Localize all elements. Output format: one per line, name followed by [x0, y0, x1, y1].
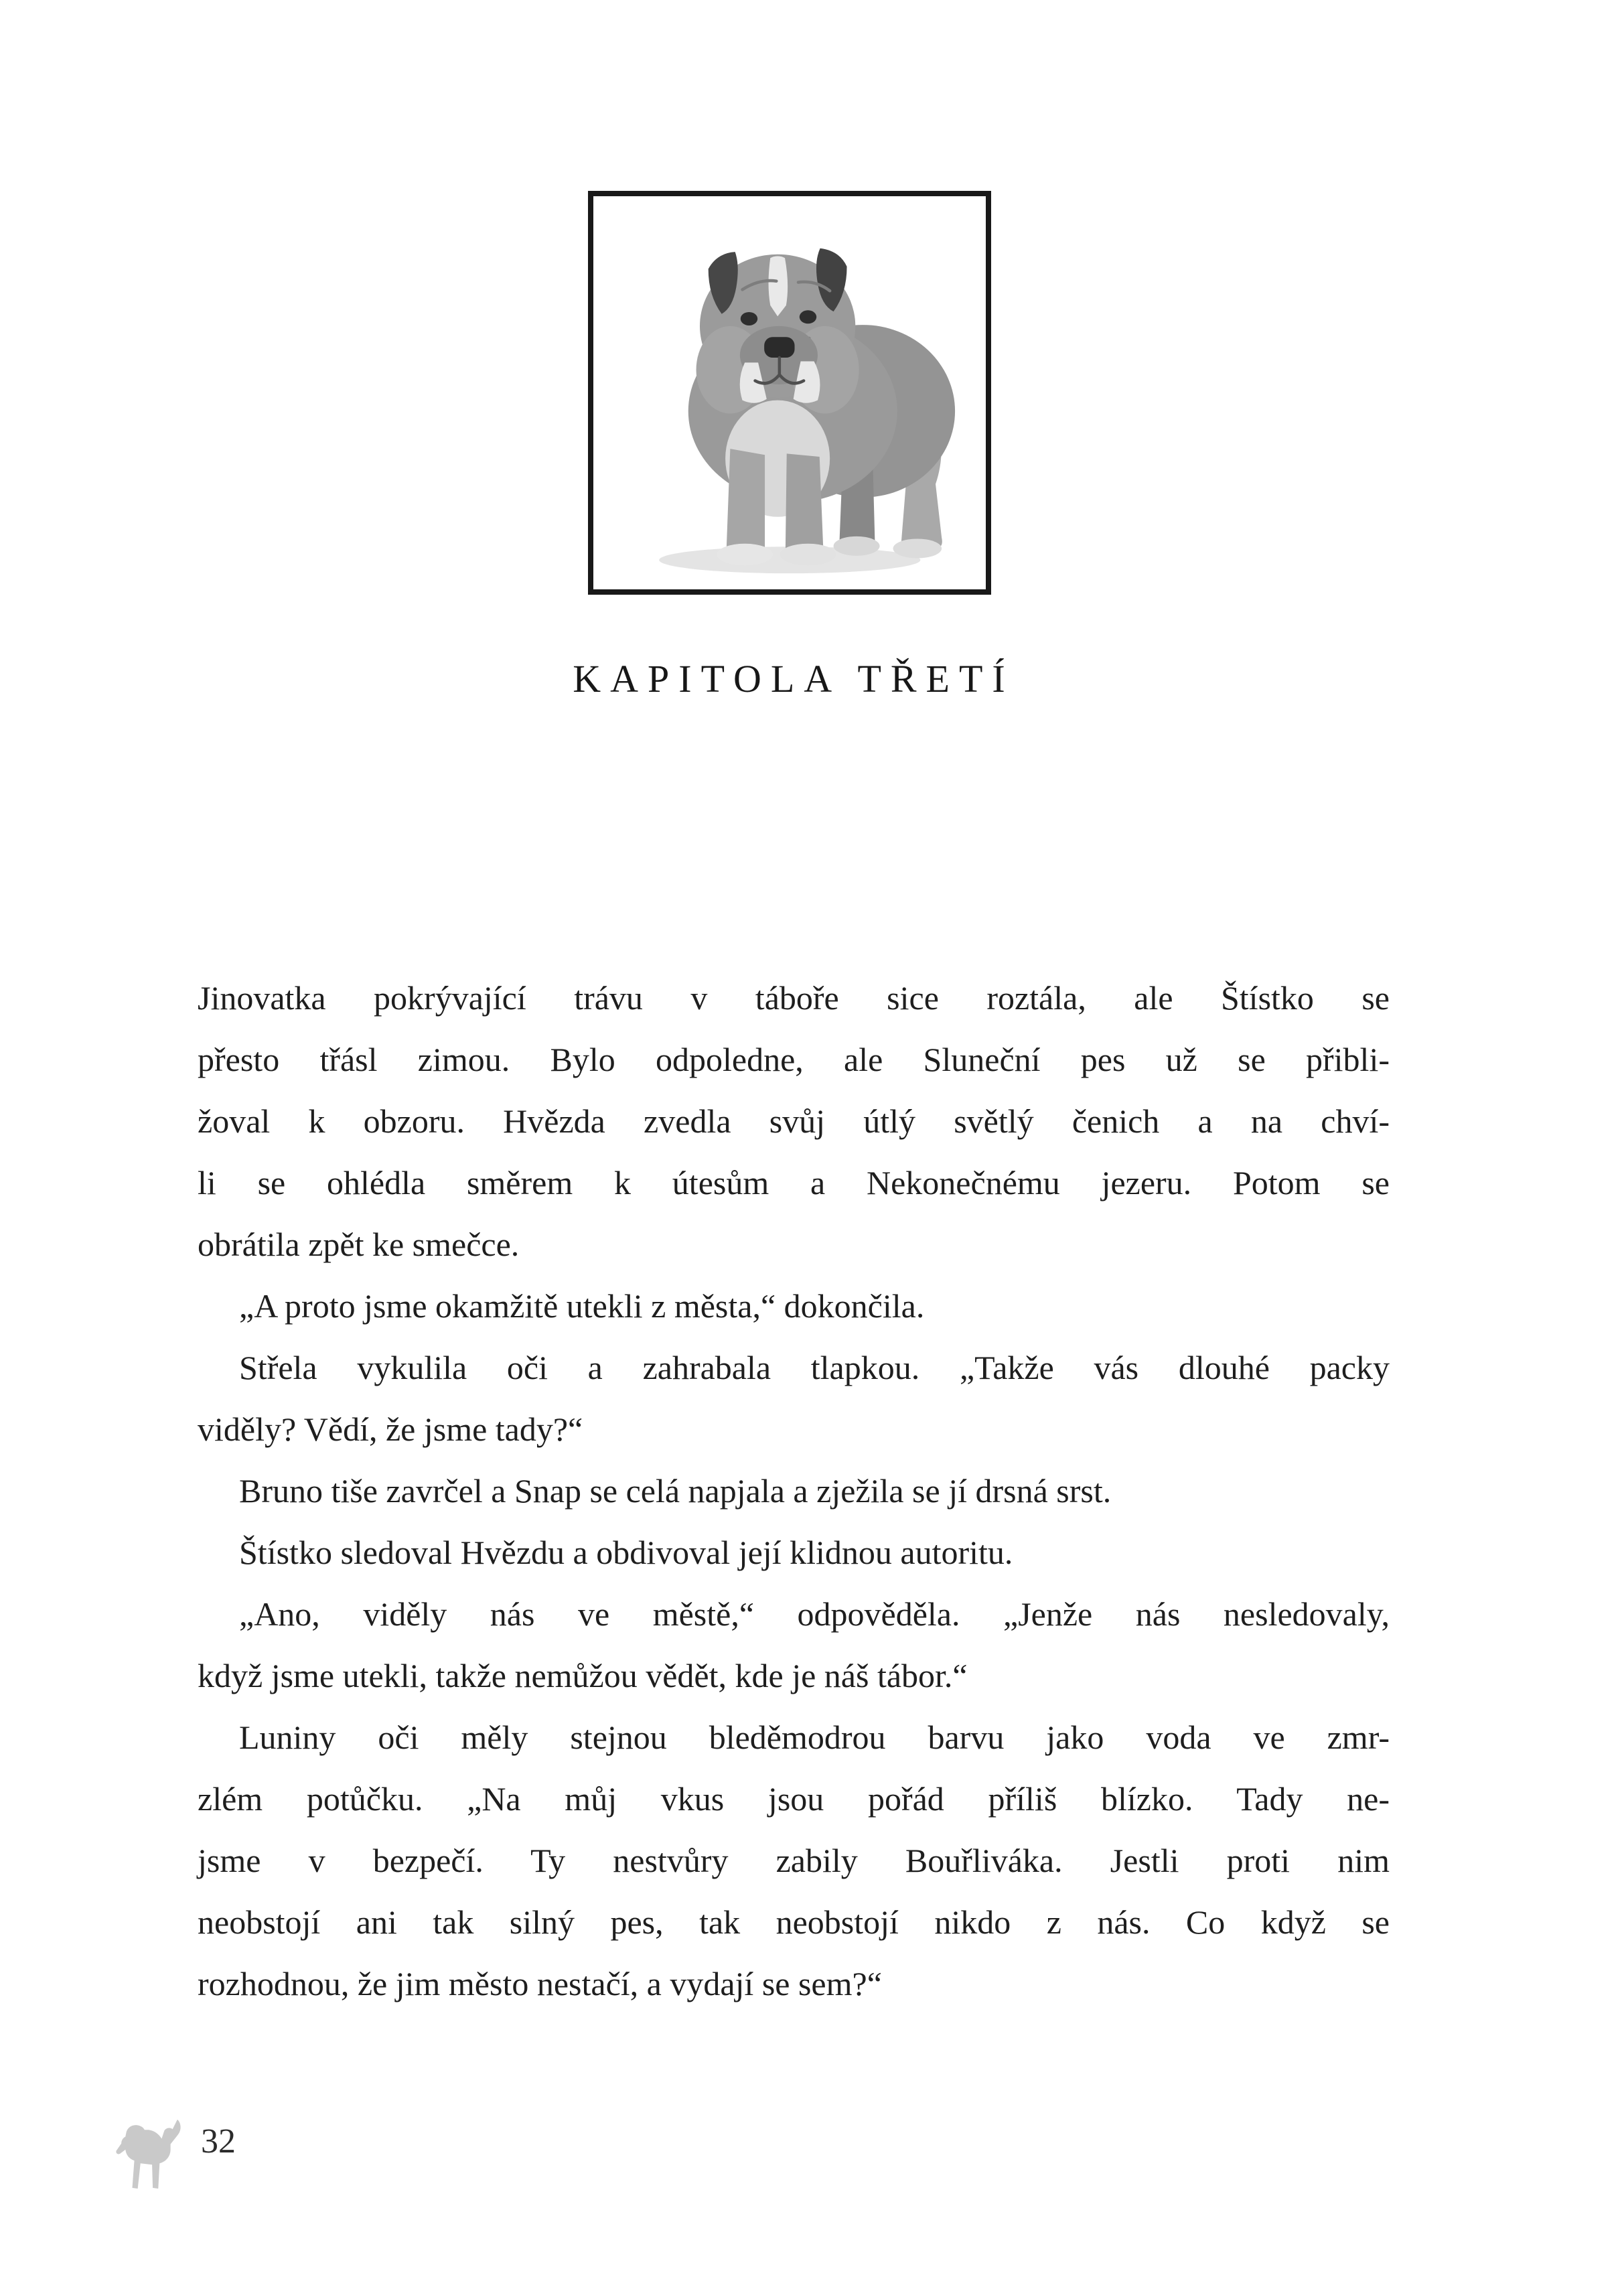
- page-number: 32: [201, 2122, 236, 2160]
- bulldog-photo: [601, 210, 978, 588]
- text-line: přesto třásl zimou. Bylo odpoledne, ale Sluneční pes už se přibli-: [198, 1041, 1390, 1078]
- text-line: zlém potůčku. „Na můj vkus jsou pořád příliš blízko. Tady ne-: [198, 1780, 1390, 1818]
- dog-silhouette-icon: [115, 2115, 183, 2198]
- text-line: Štístko sledoval Hvězdu a obdivoval její klidnou autoritu.: [239, 1534, 1013, 1571]
- text-line: „A proto jsme okamžitě utekli z města,“ dokončila.: [239, 1287, 925, 1325]
- text-line: Jinovatka pokrývající trávu v táboře sice roztála, ale Štístko se: [198, 979, 1390, 1017]
- text-line: Střela vykulila oči a zahrabala tlapkou. „Takže vás dlouhé packy: [239, 1349, 1390, 1386]
- text-line: obrátila zpět ke smečce.: [198, 1226, 520, 1263]
- text-line: viděly? Vědí, že jsme tady?“: [198, 1410, 583, 1448]
- text-line: „Ano, viděly nás ve městě,“ odpověděla. „Jenže nás nesledovaly,: [239, 1595, 1390, 1633]
- body-text: [198, 967, 1390, 2014]
- text-line: neobstojí ani tak silný pes, tak neobstojí nikdo z nás. Co když se: [198, 1903, 1390, 1941]
- text-line: Bruno tiše zavrčel a Snap se celá napjala a zježila se jí drsná srst.: [239, 1472, 1112, 1510]
- text-line: jsme v bezpečí. Ty nestvůry zabily Bouřliváka. Jestli proti nim: [198, 1842, 1390, 1879]
- text-line: Luniny oči měly stejnou bleděmodrou barvu jako voda ve zmr-: [239, 1718, 1390, 1756]
- text-line: žoval k obzoru. Hvězda zvedla svůj útlý světlý čenich a na chví-: [198, 1102, 1390, 1140]
- text-line: rozhodnou, že jim město nestačí, a vydají se sem?“: [198, 1965, 882, 2002]
- illustration-frame: [588, 191, 991, 595]
- text-line: li se ohlédla směrem k útesům a Nekonečnému jezeru. Potom se: [198, 1164, 1390, 1201]
- text-line: když jsme utekli, takže nemůžou vědět, kde je náš tábor.“: [198, 1657, 968, 1694]
- chapter-title: KAPITOLA TŘETÍ: [573, 657, 1015, 701]
